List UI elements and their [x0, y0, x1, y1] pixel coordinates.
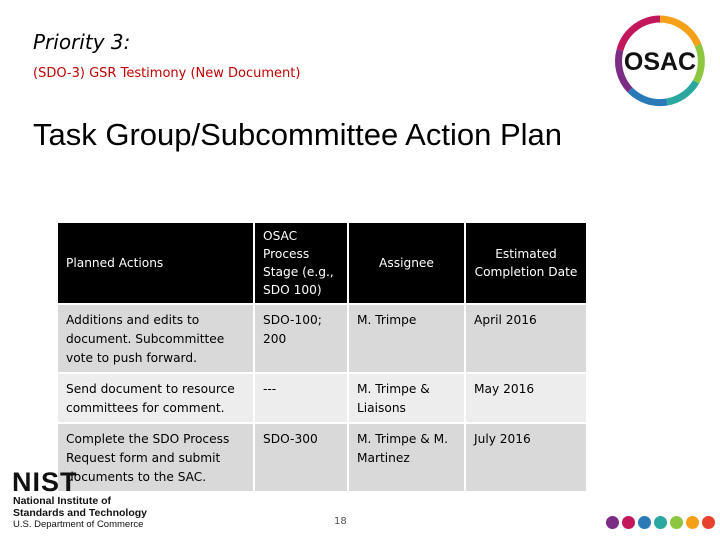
- table-cell: M. Trimpe & M. Martinez: [348, 423, 465, 491]
- table-cell: April 2016: [465, 304, 586, 373]
- nist-line-3: U.S. Department of Commerce: [13, 519, 144, 530]
- osac-logo: [612, 12, 708, 110]
- table-cell: M. Trimpe & Liaisons: [348, 373, 465, 423]
- table-header-row: [58, 223, 586, 304]
- page-number: 18: [334, 516, 347, 527]
- osac-wordmark: OSAC: [623, 48, 697, 76]
- document-subtitle: (SDO-3) GSR Testimony (New Document): [33, 66, 301, 81]
- table-cell: M. Trimpe: [348, 304, 465, 373]
- table-cell: Additions and edits to document. Subcommittee vote to push forward.: [58, 304, 254, 373]
- table-row: [58, 304, 586, 373]
- decorative-dot: [702, 516, 715, 529]
- decorative-dot: [606, 516, 619, 529]
- nist-line-2: Standards and Technology: [13, 507, 147, 519]
- table-cell: Send document to resource committees for comment.: [58, 373, 254, 423]
- slide-title: Task Group/Subcommittee Action Plan: [33, 117, 562, 152]
- table-cell: SDO-100; 200: [254, 304, 348, 373]
- decorative-dots: [606, 516, 715, 530]
- action-plan-table: [58, 223, 586, 491]
- column-header: Assignee: [348, 223, 465, 304]
- column-header: OSAC Process Stage (e.g., SDO 100): [254, 223, 348, 304]
- nist-wordmark: NIST: [12, 467, 78, 497]
- table-cell: ---: [254, 373, 348, 423]
- decorative-dot: [622, 516, 635, 529]
- table-cell: May 2016: [465, 373, 586, 423]
- table-cell: July 2016: [465, 423, 586, 491]
- nist-logo: [10, 468, 180, 532]
- table-cell: SDO-300: [254, 423, 348, 491]
- decorative-dot: [654, 516, 667, 529]
- column-header: Estimated Completion Date: [465, 223, 586, 304]
- decorative-dot: [670, 516, 683, 529]
- table-row: [58, 373, 586, 423]
- priority-heading: Priority 3:: [33, 30, 131, 54]
- decorative-dot: [638, 516, 651, 529]
- table-cell: Complete the SDO Process Request form and submit documents to the SAC.: [58, 423, 254, 491]
- decorative-dot: [686, 516, 699, 529]
- nist-line-1: National Institute of: [13, 495, 111, 507]
- column-header: Planned Actions: [58, 223, 254, 304]
